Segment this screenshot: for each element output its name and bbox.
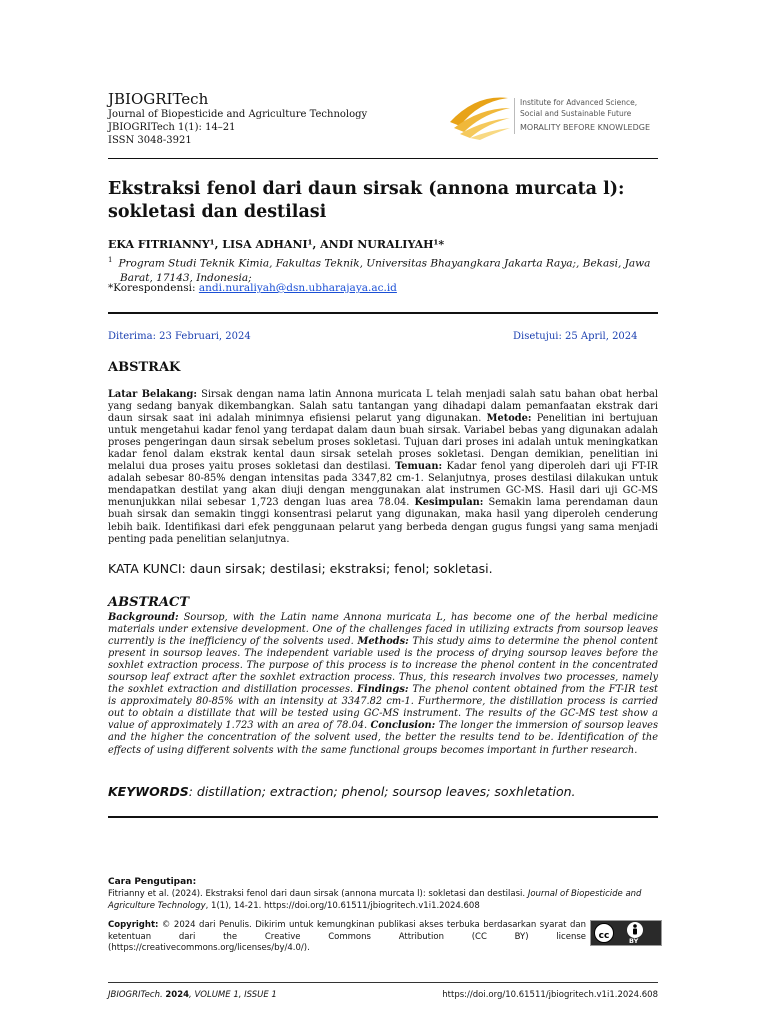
keywords bbox=[108, 784, 576, 799]
journal-short-title: JBIOGRITech bbox=[108, 90, 209, 108]
footer-year: 2024 bbox=[165, 990, 190, 1000]
article-title-line1: Ekstraksi fenol dari daun sirsak (annona murcata l): bbox=[108, 179, 625, 199]
abstract-heading: ABSTRACT bbox=[108, 595, 190, 610]
metode-label: Metode: bbox=[486, 413, 532, 425]
affiliation bbox=[108, 253, 658, 285]
volume-line: JBIOGRITech 1(1): 14–21 bbox=[108, 122, 236, 133]
kata-kunci bbox=[108, 561, 493, 576]
citation-text-b: , 1(1), 14-21. https://doi.org/10.61511/jbiogritech.v1i1.2024.608 bbox=[205, 900, 480, 911]
temuan-text: Kadar fenol yang diperoleh dari uji FT-IR adalah sebesar 80-85% dengan intensitas pada 3347,82 cm-1. Selanjutnya, proses destilasi dilakukan untuk mendapatkan destilat yang akan diuji dengan menggunakan alat instrumen GC-MS. Hasil dari uji GC-MS menunjukkan nilai sebesar 1,723 dengan luas area 78.04. bbox=[108, 461, 658, 509]
institute-name-line2: Social and Sustainable Future bbox=[520, 109, 632, 118]
header-rule bbox=[108, 158, 658, 159]
keywords-label: KEYWORDS bbox=[108, 784, 189, 799]
copyright-label: Copyright: bbox=[108, 920, 159, 930]
conclusion-label: Conclusion: bbox=[370, 720, 436, 732]
findings-text: The phenol content obtained from the FT-IR test is approximately 80-85% with an intensity at 3347.82 cm-1. Furthermore, the distillation process is carried out to obtain a distillate that will be tested using GC-MS instrument. The results of the GC-MS test show a value of approximately 1.723 with an area of 78.04. bbox=[108, 684, 658, 732]
background-label: Background: bbox=[108, 612, 179, 623]
received-date: Diterima: 23 Februari, 2024 bbox=[108, 331, 251, 342]
methods-text: This study aims to determine the phenol content present in soursop leaves. The independent variable used is the process of drying soursop leaves before the soxhlet extraction process. The purpose of this process is to increase the phenol content in the concentrated soursop leaf extract after the soxhlet extraction process. Thus, this research involves two processes, namely the soxhlet extraction and distillation processes. bbox=[108, 636, 658, 696]
correspondence-label: *Korespondensi: bbox=[108, 282, 199, 294]
journal-full-title: Journal of Biopesticide and Agriculture Technology bbox=[108, 109, 368, 120]
abstrak-heading: ABSTRAK bbox=[108, 360, 181, 375]
keywords-text: : distillation; extraction; phenol; soursop leaves; soxhletation. bbox=[188, 784, 576, 799]
by-label: BY bbox=[629, 937, 639, 945]
footer-rule bbox=[108, 982, 658, 983]
citation-text-a: Fitrianny et al. (2024). Ekstraksi fenol dari daun sirsak (annona murcata l): sokletasi dan destilasi. bbox=[108, 889, 528, 899]
title-rule bbox=[108, 312, 658, 314]
metode-text: Penelitian ini bertujuan untuk mengetahui kadar fenol yang terdapat dalam daun buah sirsak. Variabel bebas yang digunakan adalah proses pengeringan daun sirsak sebelum proses sokletasi. Tujuan dari proses ini adalah untuk meningkatkan kadar fenol dalam ekstrak kental daun sirsak setelah proses sokletasi. Dengan demikian, penelitian ini melalui dua proses yaitu proses sokletasi dan destilasi. bbox=[108, 413, 658, 473]
citation-journal: Journal of Biopesticide and Agriculture Technology bbox=[108, 889, 642, 911]
latar-label: Latar Belakang: bbox=[108, 389, 198, 400]
copyright-body: © 2024 dari Penulis. Dikirim untuk kemungkinan publikasi akses terbuka berdasarkan syarat dan ketentuan dari the Creative Commons Attribution (CC BY) license (https://creativecommons.org/licenses/by/4.0/). bbox=[108, 920, 586, 953]
kesimpulan-label: Kesimpulan: bbox=[414, 497, 484, 509]
abstract-body bbox=[108, 612, 658, 757]
cc-icon: cc bbox=[594, 923, 614, 943]
footer-doi: https://doi.org/10.61511/jbiogritech.v1i1.2024.608 bbox=[442, 990, 658, 1000]
citation-label: Cara Pengutipan: bbox=[108, 877, 197, 887]
citation-text bbox=[108, 889, 663, 912]
kata-kunci-label: KATA KUNCI bbox=[108, 561, 182, 576]
latar-text: Sirsak dengan nama latin Annona muricata L telah menjadi salah satu bahan obat herbal yang sedang banyak dikembangkan. Salah satu tantangan yang dihadapi dalam pemanfaatan ekstrak dari daun sirsak saat ini adalah minimnya efisiensi pelarut yang digunakan. bbox=[108, 389, 658, 425]
sun-rays-icon bbox=[446, 92, 514, 140]
temuan-label: Temuan: bbox=[395, 461, 443, 473]
authors: EKA FITRIANNY¹, LISA ADHANI¹, ANDI NURALIYAH¹* bbox=[108, 238, 445, 251]
article-title bbox=[108, 178, 668, 224]
footer-journal bbox=[108, 990, 277, 1000]
cc-by-badge[interactable] bbox=[590, 920, 662, 946]
attribution-icon bbox=[627, 922, 643, 938]
issn: ISSN 3048-3921 bbox=[108, 135, 192, 146]
kata-kunci-text: : daun sirsak; destilasi; ekstraksi; fenol; sokletasi. bbox=[181, 561, 493, 576]
kesimpulan-text: Semakin lama perendaman daun buah sirsak dan semakin tinggi konsentrasi pelarut yang digunakan, maka hasil yang diperoleh cenderung lebih baik. Identifikasi dari efek penggunaan pelarut yang berbeda dengan gugus fungsi yang sama menjadi penting pada penelitian selanjutnya. bbox=[108, 497, 659, 545]
institute-logo bbox=[446, 92, 660, 140]
footer-journal-name: JBIOGRITech. bbox=[108, 990, 166, 1000]
findings-label: Findings: bbox=[357, 684, 409, 696]
conclusion-text: The longer the immersion of soursop leaves and the higher the concentration of the solvent used, the better the results tend to be. Identification of the effects of using different solvents with the same functional groups becomes important in further research. bbox=[108, 720, 658, 756]
correspondence-email-link[interactable]: andi.nuraliyah@dsn.ubharajaya.ac.id bbox=[198, 282, 397, 294]
accepted-date: Disetujui: 25 April, 2024 bbox=[513, 331, 638, 342]
methods-label: Methods: bbox=[357, 636, 409, 648]
institute-name-line1: Institute for Advanced Science, bbox=[520, 98, 638, 107]
article-title-line2: sokletasi dan destilasi bbox=[108, 202, 327, 222]
affiliation-mark: 1 bbox=[108, 256, 113, 264]
institute-motto: MORALITY BEFORE KNOWLEDGE bbox=[520, 123, 650, 132]
affiliation-line2: Barat, 17143, Indonesia; bbox=[120, 271, 252, 284]
correspondence bbox=[108, 282, 397, 294]
affiliation-line1: Program Studi Teknik Kimia, Fakultas Teknik, Universitas Bhayangkara Jakarta Raya;, Bekasi, Jawa bbox=[118, 257, 651, 270]
abstract-rule bbox=[108, 816, 658, 818]
abstrak-body bbox=[108, 389, 658, 546]
background-text: Soursop, with the Latin name Annona muricata L, has become one of the herbal medicine materials under extensive development. One of the challenges faced in utilizing extracts from soursop leaves currently is the inefficiency of the solvents used. bbox=[108, 612, 658, 648]
footer-volume: , VOLUME 1, ISSUE 1 bbox=[189, 990, 277, 1000]
copyright-text bbox=[108, 920, 586, 955]
